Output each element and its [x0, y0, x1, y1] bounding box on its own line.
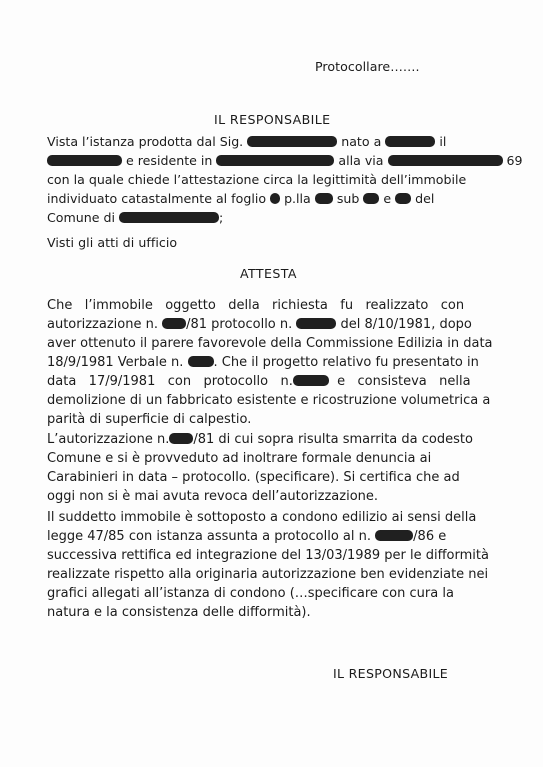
redaction [270, 193, 280, 204]
paragraph-line: realizzate rispetto alla originaria autorizzazione ben evidenziate nei [47, 567, 489, 582]
paragraph-line: Il suddetto immobile è sottoposto a condono edilizio ai sensi della [47, 510, 477, 525]
redaction [216, 155, 334, 166]
redaction [188, 356, 214, 367]
document-title: IL RESPONSABILE [214, 112, 331, 127]
paragraph-line: legge 47/85 con istanza assunta a protocollo al n. /86 e [47, 529, 447, 544]
redaction [119, 212, 219, 223]
redaction [47, 155, 122, 166]
paragraph-3 [47, 508, 499, 622]
intro-line: e residente in alla via 69 [47, 151, 499, 170]
paragraph-line: autorizzazione n. /81 protocollo n. del 8/10/1981, dopo [47, 317, 472, 332]
redaction [395, 193, 411, 204]
paragraph-line: parità di superficie di calpestio. [47, 412, 252, 427]
visti-line: Visti gli atti di ufficio [47, 235, 178, 250]
intro-line: Vista l’istanza prodotta dal Sig. nato a il [47, 134, 447, 149]
paragraph-line: aver ottenuto il parere favorevole della Commissione Edilizia in data [47, 336, 493, 351]
redaction [315, 193, 333, 204]
intro-line: Comune di ; [47, 210, 224, 225]
intro-line: con la quale chiede l’attestazione circa la legittimità dell’immobile [47, 172, 467, 187]
paragraph-line: L’autorizzazione n. /81 di cui sopra risulta smarrita da codesto [47, 432, 473, 447]
paragraph-1 [47, 296, 499, 429]
redaction [296, 318, 336, 329]
paragraph-line: Comune e si è provveduto ad inoltrare formale denuncia ai [47, 451, 432, 466]
paragraph-line: demolizione di un fabbricato esistente e ricostruzione volumetrica a [47, 393, 491, 408]
signature-label: IL RESPONSABILE [333, 666, 449, 681]
paragraph-line: data 17/9/1981 con protocollo n. e consisteva nella [47, 374, 471, 389]
paragraph-line: successiva rettifica ed integrazione del 13/03/1989 per le difformità [47, 548, 489, 563]
intro-paragraph [47, 132, 523, 227]
paragraph-2 [47, 430, 499, 506]
redaction [169, 433, 193, 444]
paragraph-line: 18/9/1981 Verbale n. . Che il progetto relativo fu presentato in [47, 355, 479, 370]
paragraph-line: natura e la consistenza delle difformità). [47, 605, 311, 620]
paragraph-line: grafici allegati all’istanza di condono (…specificare con cura la [47, 586, 454, 601]
paragraph-line: oggi non si è mai avuta revoca dell’autorizzazione. [47, 489, 379, 504]
redaction [247, 136, 337, 147]
redaction [375, 530, 413, 541]
paragraph-line: Carabinieri in data – protocollo. (specificare). Si certifica che ad [47, 470, 460, 485]
intro-line: individuato catastalmente al foglio p.lla sub e del [47, 191, 435, 206]
redaction [293, 375, 329, 386]
redaction [363, 193, 379, 204]
redaction [388, 155, 503, 166]
paragraph-line: Che l’immobile oggetto della richiesta fu realizzato con [47, 298, 465, 313]
attesta-heading: ATTESTA [240, 266, 297, 281]
redaction [385, 136, 435, 147]
protocol-note: Protocollare……. [315, 59, 420, 74]
redaction [162, 318, 186, 329]
